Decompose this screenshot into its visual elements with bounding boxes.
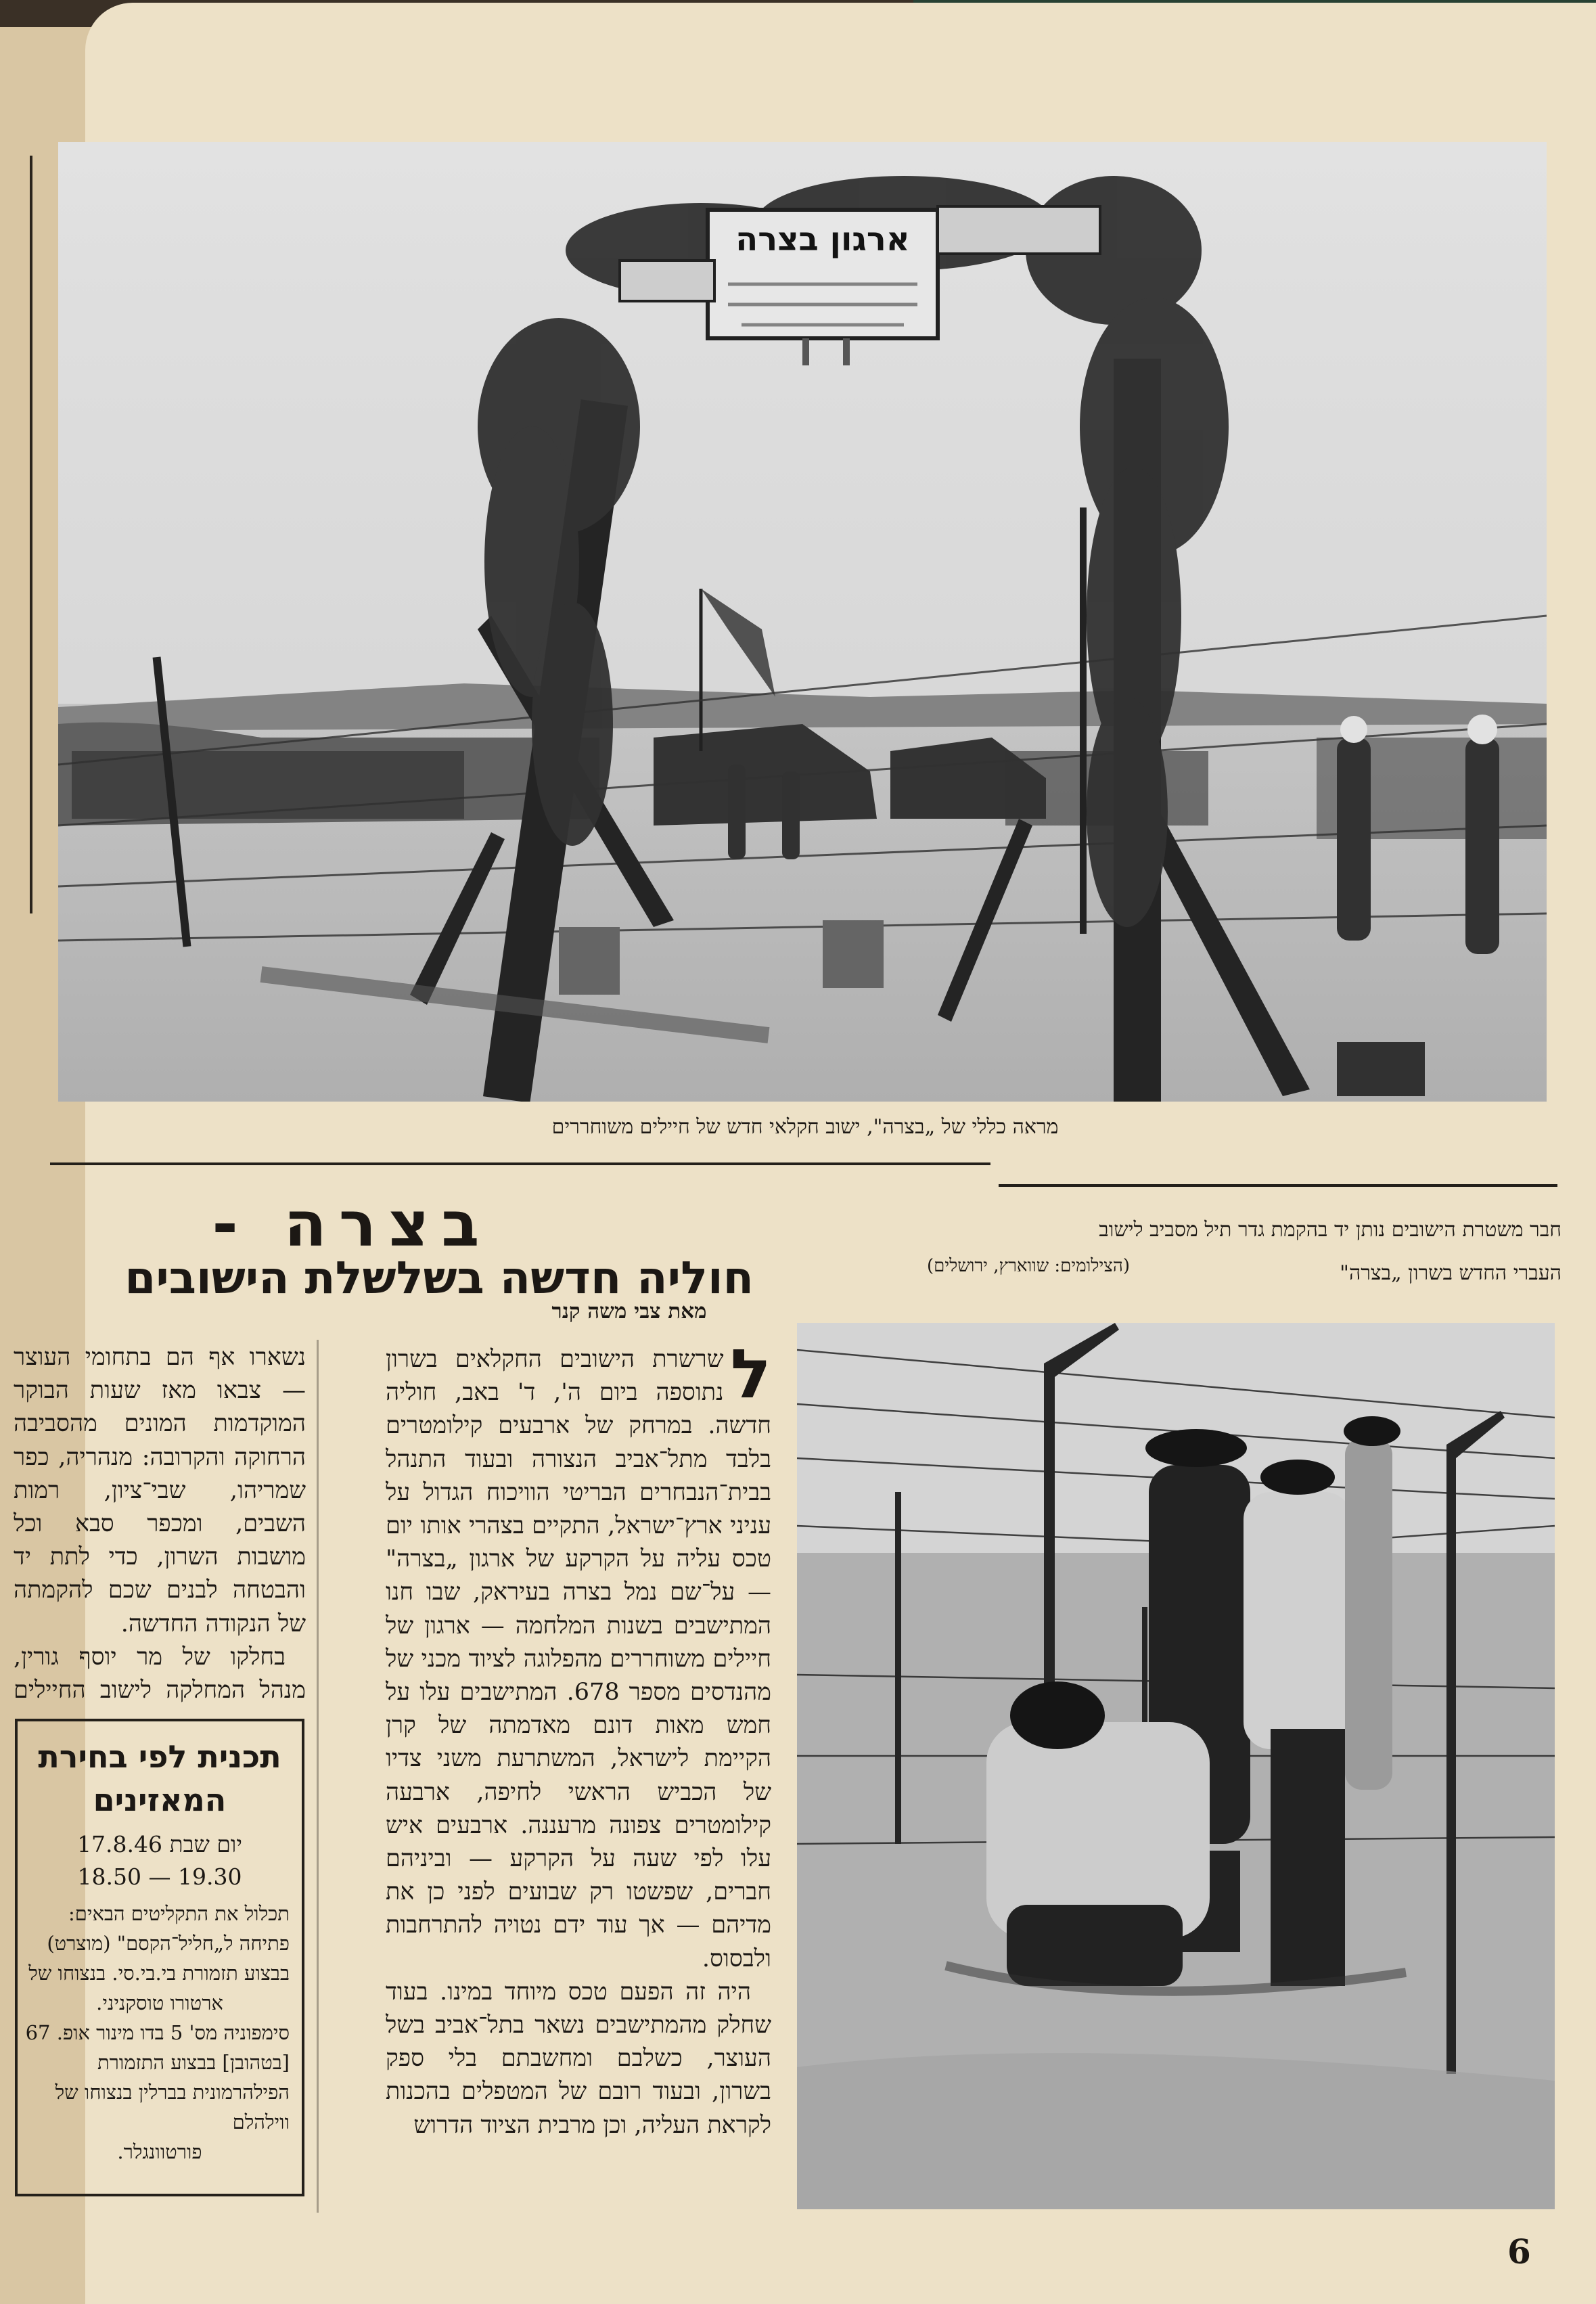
article-title: בצרה - bbox=[212, 1188, 492, 1261]
article-column-left bbox=[14, 1341, 306, 1707]
program-line: בבצוע תזמורת בי.בי.סי. בנצוחו של bbox=[28, 1962, 290, 1985]
page-number: 6 bbox=[1507, 2232, 1531, 2272]
fence-building-photo bbox=[797, 1323, 1555, 2209]
program-line: ארטורו טוסקניני. bbox=[96, 1991, 223, 2014]
program-time: 18.50 — 19.30 bbox=[77, 1863, 242, 1890]
program-date: יום שבת 17.8.46 bbox=[76, 1831, 243, 1857]
program-line: סימפוניה מס' 5 בדו מינור אופ. 67 bbox=[25, 2021, 290, 2044]
program-box-title-line2: המאזינים bbox=[93, 1782, 227, 1818]
program-box-title-line1: תכנית לפי בחירת bbox=[38, 1738, 281, 1775]
column-separator bbox=[317, 1340, 319, 2213]
section-rule-left bbox=[50, 1162, 990, 1165]
article-column-right bbox=[386, 1343, 771, 2206]
article-paragraph: בחלקו של מר יוסף גורין, מנהל המחלקה לישוב החיילים bbox=[14, 1643, 306, 1704]
article-paragraph: שרשרת הישובים החקלאים בשרון נתוספה ביום ה', ד' באב, חוליה חדשה. במרחק של ארבעים קילומטרים בלבד מתל־אביב הנצורה ובעוד התנהל בבית־הנבחרים הבריטי הוויכוח הגדול על עניני ארץ־ישראל, התקיים בצהרי אותו יום טכס עליה על הקרקע של ארגון „בצרה" — על־שם נמל בצרה בעיראק, שבו חנו המתישבים בשנות המלחמה — ארגון של חיילים משוחררים מהפלוגה לציוד מכני של מהנדסים מספר 678. המתישבים עלו על חמש מאות דונם מאדמתה של קרן הקיימת לישראל, המשתרעת משני צדיו של הכביש הראשי לחיפה, ארבעה קילומטרים צפונה מרעננה. ארבעים איש עלו לפי שעה על הקרקע — וביניהם חברים, שפשטו רק שבועים לפני כן את מדיהם — אך עוד ידם נטויה להתרחבות ולבסוס. bbox=[386, 1346, 771, 1972]
article-paragraph: היה זה הפעם טכס מיוחד במינו. בעוד שחלק מהמתישבים נשאר בתל־אביב בשל העוצר, כשלבם ומחשבתם בלי ספק בשרון, ובעוד רובם של המטפלים בהכנות לקראת העליה, וכן מרבית הציוד הדרוש bbox=[386, 1978, 771, 2139]
fence-photo-caption-line2: העברי החדש בשרון „בצרה" bbox=[1340, 1261, 1561, 1285]
radio-program-box bbox=[15, 1719, 304, 2196]
program-line: [בטהובן] בבצוע התזמורת הפילהרמונית בברלין בנצוחו של ווילהלם bbox=[55, 2051, 290, 2133]
top-photo-caption: מראה כללי של „בצרה", ישוב חקלאי חדש של חיילים משוחררים bbox=[551, 1115, 1059, 1139]
top-photo-settlement-gate bbox=[58, 142, 1547, 1102]
fence-photo-caption-line1: חבר משטרת הישובים נותן יד בהקמת גדר תיל מסביב לישוב bbox=[1099, 1218, 1561, 1242]
drop-cap: ל bbox=[730, 1343, 771, 1414]
section-rule-right bbox=[999, 1184, 1557, 1187]
gate-sign-text: ארגון בצרה bbox=[735, 221, 910, 258]
photo-credit: (הצילומים: שווארץ, ירושלים) bbox=[927, 1256, 1130, 1276]
program-line: תכלול את התקליטים הבאים: bbox=[68, 1902, 290, 1925]
article-subtitle: חוליה חדשה בשלשלת הישובים bbox=[124, 1252, 754, 1304]
program-line: פתיחה ל„חליל־הקסם" (מוצרט) bbox=[47, 1932, 290, 1955]
article-paragraph: נשארו אף הם בתחומי העוצר — צבאו מאז שעות הבוקר המוקדמות המונים מהסביבה הרחוקה והקרובה: מנהריה, כפר שמריהו, שבי־ציון, רמות השבים, ומכפר סבא וכל מושבות השרון, כדי לתת יד והבטחה לבנים שכם להקמתה של הנקודה החדשה. bbox=[14, 1344, 306, 1637]
article-byline: מאת צבי משה קנר bbox=[551, 1299, 707, 1324]
program-line: פורטוונגלר. bbox=[117, 2140, 202, 2163]
